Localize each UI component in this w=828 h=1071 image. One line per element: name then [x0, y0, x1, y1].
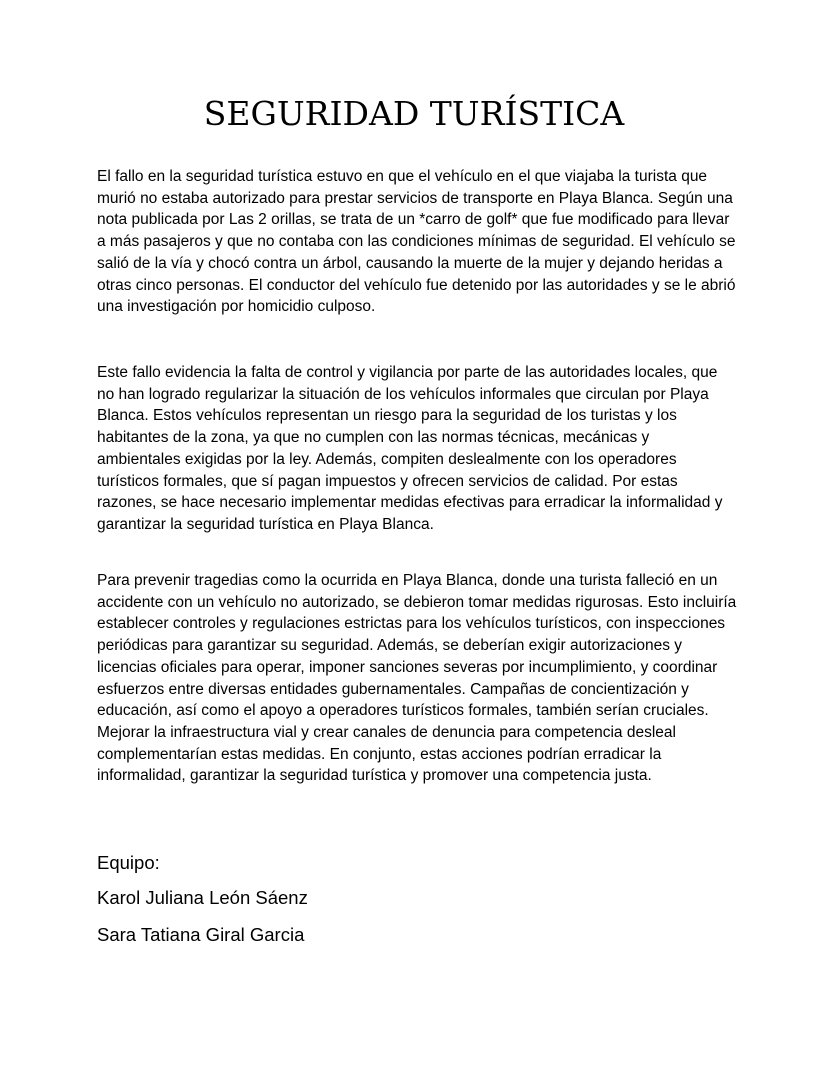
paragraph-3: Para prevenir tragedias como la ocurrida en Playa Blanca, donde una turista falleció en un accidente con un vehículo no autorizado, se debieron tomar medidas rigurosas. Esto incluiría establecer controles y regulaciones estrictas para los vehículos turísticos, con inspecciones periódicas para garantizar su seguridad. Además, se deberían exigir autorizaciones y licencias oficiales para operar, imponer sanciones severas por incumplimiento, y coordinar esfuerzos entre diversas entidades gubernamentales. Campañas de concientización y educación, así como el apoyo a operadores turísticos formales, también serían cruciales. Mejorar la infraestructura vial y crear canales de denuncia para competencia desleal complementarían estas medidas. En conjunto, estas acciones podrían erradicar la informalidad, garantizar la seguridad turística y promover una competencia justa. [97, 572, 737, 785]
team-member-1: Karol Juliana León Sáenz [97, 887, 308, 908]
paragraph-2: Este fallo evidencia la falta de control y vigilancia por parte de las autoridades locales, que no han logrado regularizar la situación de los vehículos informales que circulan por Playa Blanca. Estos vehículos representan un riesgo para la seguridad de los turistas y los habitantes de la zona, ya que no cumplen con las normas técnicas, mecánicas y ambientales exigidas por la ley. Además, compiten deslealmente con los operadores turísticos formales, que sí pagan impuestos y ofrecen servicios de calidad. Por estas razones, se hace necesario implementar medidas efectivas para erradicar la informalidad y garantizar la seguridad turística en Playa Blanca. [97, 364, 723, 533]
paragraph-1: El fallo en la seguridad turística estuvo en que el vehículo en el que viajaba la turista que murió no estaba autorizado para prestar servicios de transporte en Playa Blanca. Según una nota publicada por Las 2 orillas, se trata de un *carro de golf* que fue modificado para llevar a más pasajeros y que no contaba con las condiciones mínimas de seguridad. El vehículo se salió de la vía y chocó contra un árbol, causando la muerte de la mujer y dejando heridas a otras cinco personas. El conductor del vehículo fue detenido por las autoridades y se le abrió una investigación por homicidio culposo. [97, 168, 736, 316]
team-member-2: Sara Tatiana Giral Garcia [97, 924, 305, 945]
team-label: Equipo: [97, 852, 160, 873]
document-title: SEGURIDAD TURÍSTICA [203, 94, 625, 133]
